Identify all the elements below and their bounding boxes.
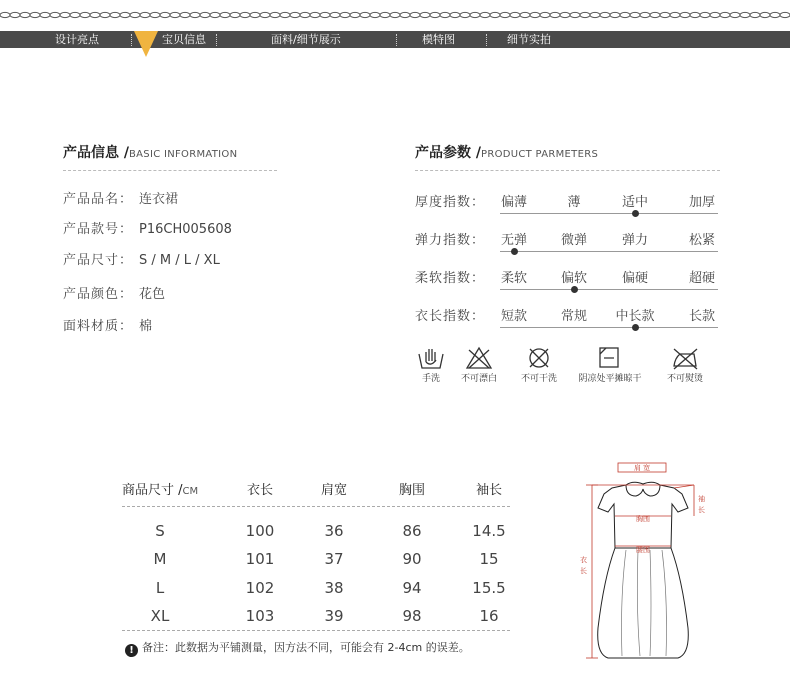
table-divider xyxy=(122,506,510,507)
product-info-heading xyxy=(63,142,237,162)
product-info-subtitle: BASIC INFORMATION xyxy=(129,149,238,160)
length-column-header: 衣长 xyxy=(246,483,273,498)
nav-tab-fabric-details[interactable]: 面料/细节展示 xyxy=(271,33,341,46)
length-label: 衣 xyxy=(580,556,587,564)
hand-wash-icon xyxy=(417,346,445,370)
info-value: P16CH005608 xyxy=(139,222,232,237)
param-option: 加厚 xyxy=(688,195,715,210)
nav-tab-design-highlights[interactable]: 设计亮点 xyxy=(55,33,99,46)
param-option: 弹力 xyxy=(621,233,648,248)
table-cell: 38 xyxy=(324,579,344,597)
param-option: 松紧 xyxy=(688,233,715,248)
info-value: S / M / L / XL xyxy=(139,253,220,268)
param-option: 微弹 xyxy=(560,233,587,248)
table-cell: 103 xyxy=(245,607,275,625)
param-option: 柔软 xyxy=(500,271,527,286)
info-value: 棉 xyxy=(139,319,153,334)
info-value: 连衣裙 xyxy=(139,192,179,207)
sleeve-label: 袖 xyxy=(698,495,705,503)
param-option: 中长款 xyxy=(615,309,655,324)
divider xyxy=(63,170,277,171)
size-column-header xyxy=(122,479,198,498)
param-option: 偏薄 xyxy=(500,195,527,210)
care-label: 不可干洗 xyxy=(520,374,557,384)
info-row-name xyxy=(63,188,178,207)
no-dry-clean-icon xyxy=(525,346,553,370)
table-cell: 15 xyxy=(479,550,499,568)
param-option: 常规 xyxy=(560,309,587,324)
param-scale-line xyxy=(500,251,718,252)
param-level-marker xyxy=(511,248,518,255)
info-row-color xyxy=(63,283,165,302)
info-key: 产品颜色： xyxy=(63,287,134,302)
info-row-style-number xyxy=(63,218,232,237)
param-level-marker xyxy=(632,210,639,217)
no-iron-icon xyxy=(671,346,699,370)
table-cell: 90 xyxy=(402,550,422,568)
param-scale-line xyxy=(500,213,718,214)
table-cell: 37 xyxy=(324,550,344,568)
sleeve-column-header: 袖长 xyxy=(475,483,502,498)
param-level-marker xyxy=(571,286,578,293)
dress-measurement-diagram xyxy=(578,458,708,668)
care-label: 手洗 xyxy=(421,374,440,384)
nav-separator xyxy=(216,34,217,46)
info-key: 产品款号： xyxy=(63,222,134,237)
detail-nav-bar xyxy=(0,31,790,48)
table-cell: 98 xyxy=(402,607,422,625)
nav-tab-detail-shots[interactable]: 细节实拍 xyxy=(507,33,551,46)
table-cell: 101 xyxy=(245,550,275,568)
table-cell: L xyxy=(155,579,165,597)
param-option: 长款 xyxy=(688,309,715,324)
table-cell: 15.5 xyxy=(472,579,506,597)
table-cell: M xyxy=(153,550,167,568)
nav-tab-product-info[interactable]: 宝贝信息 xyxy=(162,33,206,46)
table-cell: 102 xyxy=(245,579,275,597)
note-text: 备注：此数据为平铺测量，因方法不同，可能会有 2-4cm 的误差。 xyxy=(142,641,470,654)
shoulder-column-header: 肩宽 xyxy=(320,483,347,498)
size-unit: CM xyxy=(182,486,199,497)
product-params-subtitle: PRODUCT PARMETERS xyxy=(481,149,599,160)
table-cell: S xyxy=(155,522,165,540)
size-header-label: 商品尺寸 / xyxy=(122,483,183,498)
chest-column-header: 胸围 xyxy=(398,483,425,498)
param-label: 柔软指数： xyxy=(415,271,486,286)
table-cell: 100 xyxy=(245,522,275,540)
table-cell: 16 xyxy=(479,607,499,625)
nav-separator xyxy=(486,34,487,46)
product-info-title: 产品信息 / xyxy=(63,145,129,161)
shoulder-width-label: 肩 宽 xyxy=(633,464,651,472)
table-divider xyxy=(122,630,510,631)
product-params-title: 产品参数 / xyxy=(415,145,481,161)
decorative-chain-border xyxy=(0,8,790,22)
shade-dry-flat-icon xyxy=(595,346,623,370)
care-label: 阴凉处平摊晾干 xyxy=(578,374,642,384)
info-key: 产品品名： xyxy=(63,192,134,207)
divider xyxy=(415,170,720,171)
info-key: 产品尺寸： xyxy=(63,253,134,268)
param-level-marker xyxy=(632,324,639,331)
param-option: 超硬 xyxy=(688,271,715,286)
nav-separator xyxy=(131,34,132,46)
waist-label: 腰围 xyxy=(636,546,650,554)
param-scale-line xyxy=(500,327,718,328)
warning-icon: ! xyxy=(125,644,138,657)
param-label: 厚度指数： xyxy=(415,195,486,210)
table-cell: XL xyxy=(150,607,170,625)
nav-separator xyxy=(396,34,397,46)
care-label: 不可熨烫 xyxy=(666,374,703,384)
table-cell: 86 xyxy=(402,522,422,540)
care-label: 不可漂白 xyxy=(460,374,497,384)
no-bleach-icon xyxy=(465,346,493,370)
measurement-note xyxy=(125,639,470,657)
nav-tab-model-photos[interactable]: 模特图 xyxy=(422,33,455,46)
info-value: 花色 xyxy=(139,287,166,302)
info-key: 面料材质： xyxy=(63,319,134,334)
param-option: 薄 xyxy=(567,195,581,210)
length-label: 长 xyxy=(580,567,587,575)
param-option: 偏硬 xyxy=(621,271,648,286)
table-cell: 39 xyxy=(324,607,344,625)
param-option: 偏软 xyxy=(560,271,587,286)
table-cell: 94 xyxy=(402,579,422,597)
sleeve-label: 长 xyxy=(698,506,705,514)
param-scale-line xyxy=(500,289,718,290)
param-label: 弹力指数： xyxy=(415,233,486,248)
info-row-sizes xyxy=(63,249,220,268)
chest-label: 胸围 xyxy=(636,515,650,523)
table-cell: 36 xyxy=(324,522,344,540)
param-option: 适中 xyxy=(621,195,648,210)
product-params-heading xyxy=(415,142,598,162)
param-label: 衣长指数： xyxy=(415,309,486,324)
param-option: 无弹 xyxy=(500,233,527,248)
active-tab-marker-icon xyxy=(134,31,158,57)
table-cell: 14.5 xyxy=(472,522,506,540)
param-option: 短款 xyxy=(500,309,527,324)
info-row-material xyxy=(63,315,152,334)
